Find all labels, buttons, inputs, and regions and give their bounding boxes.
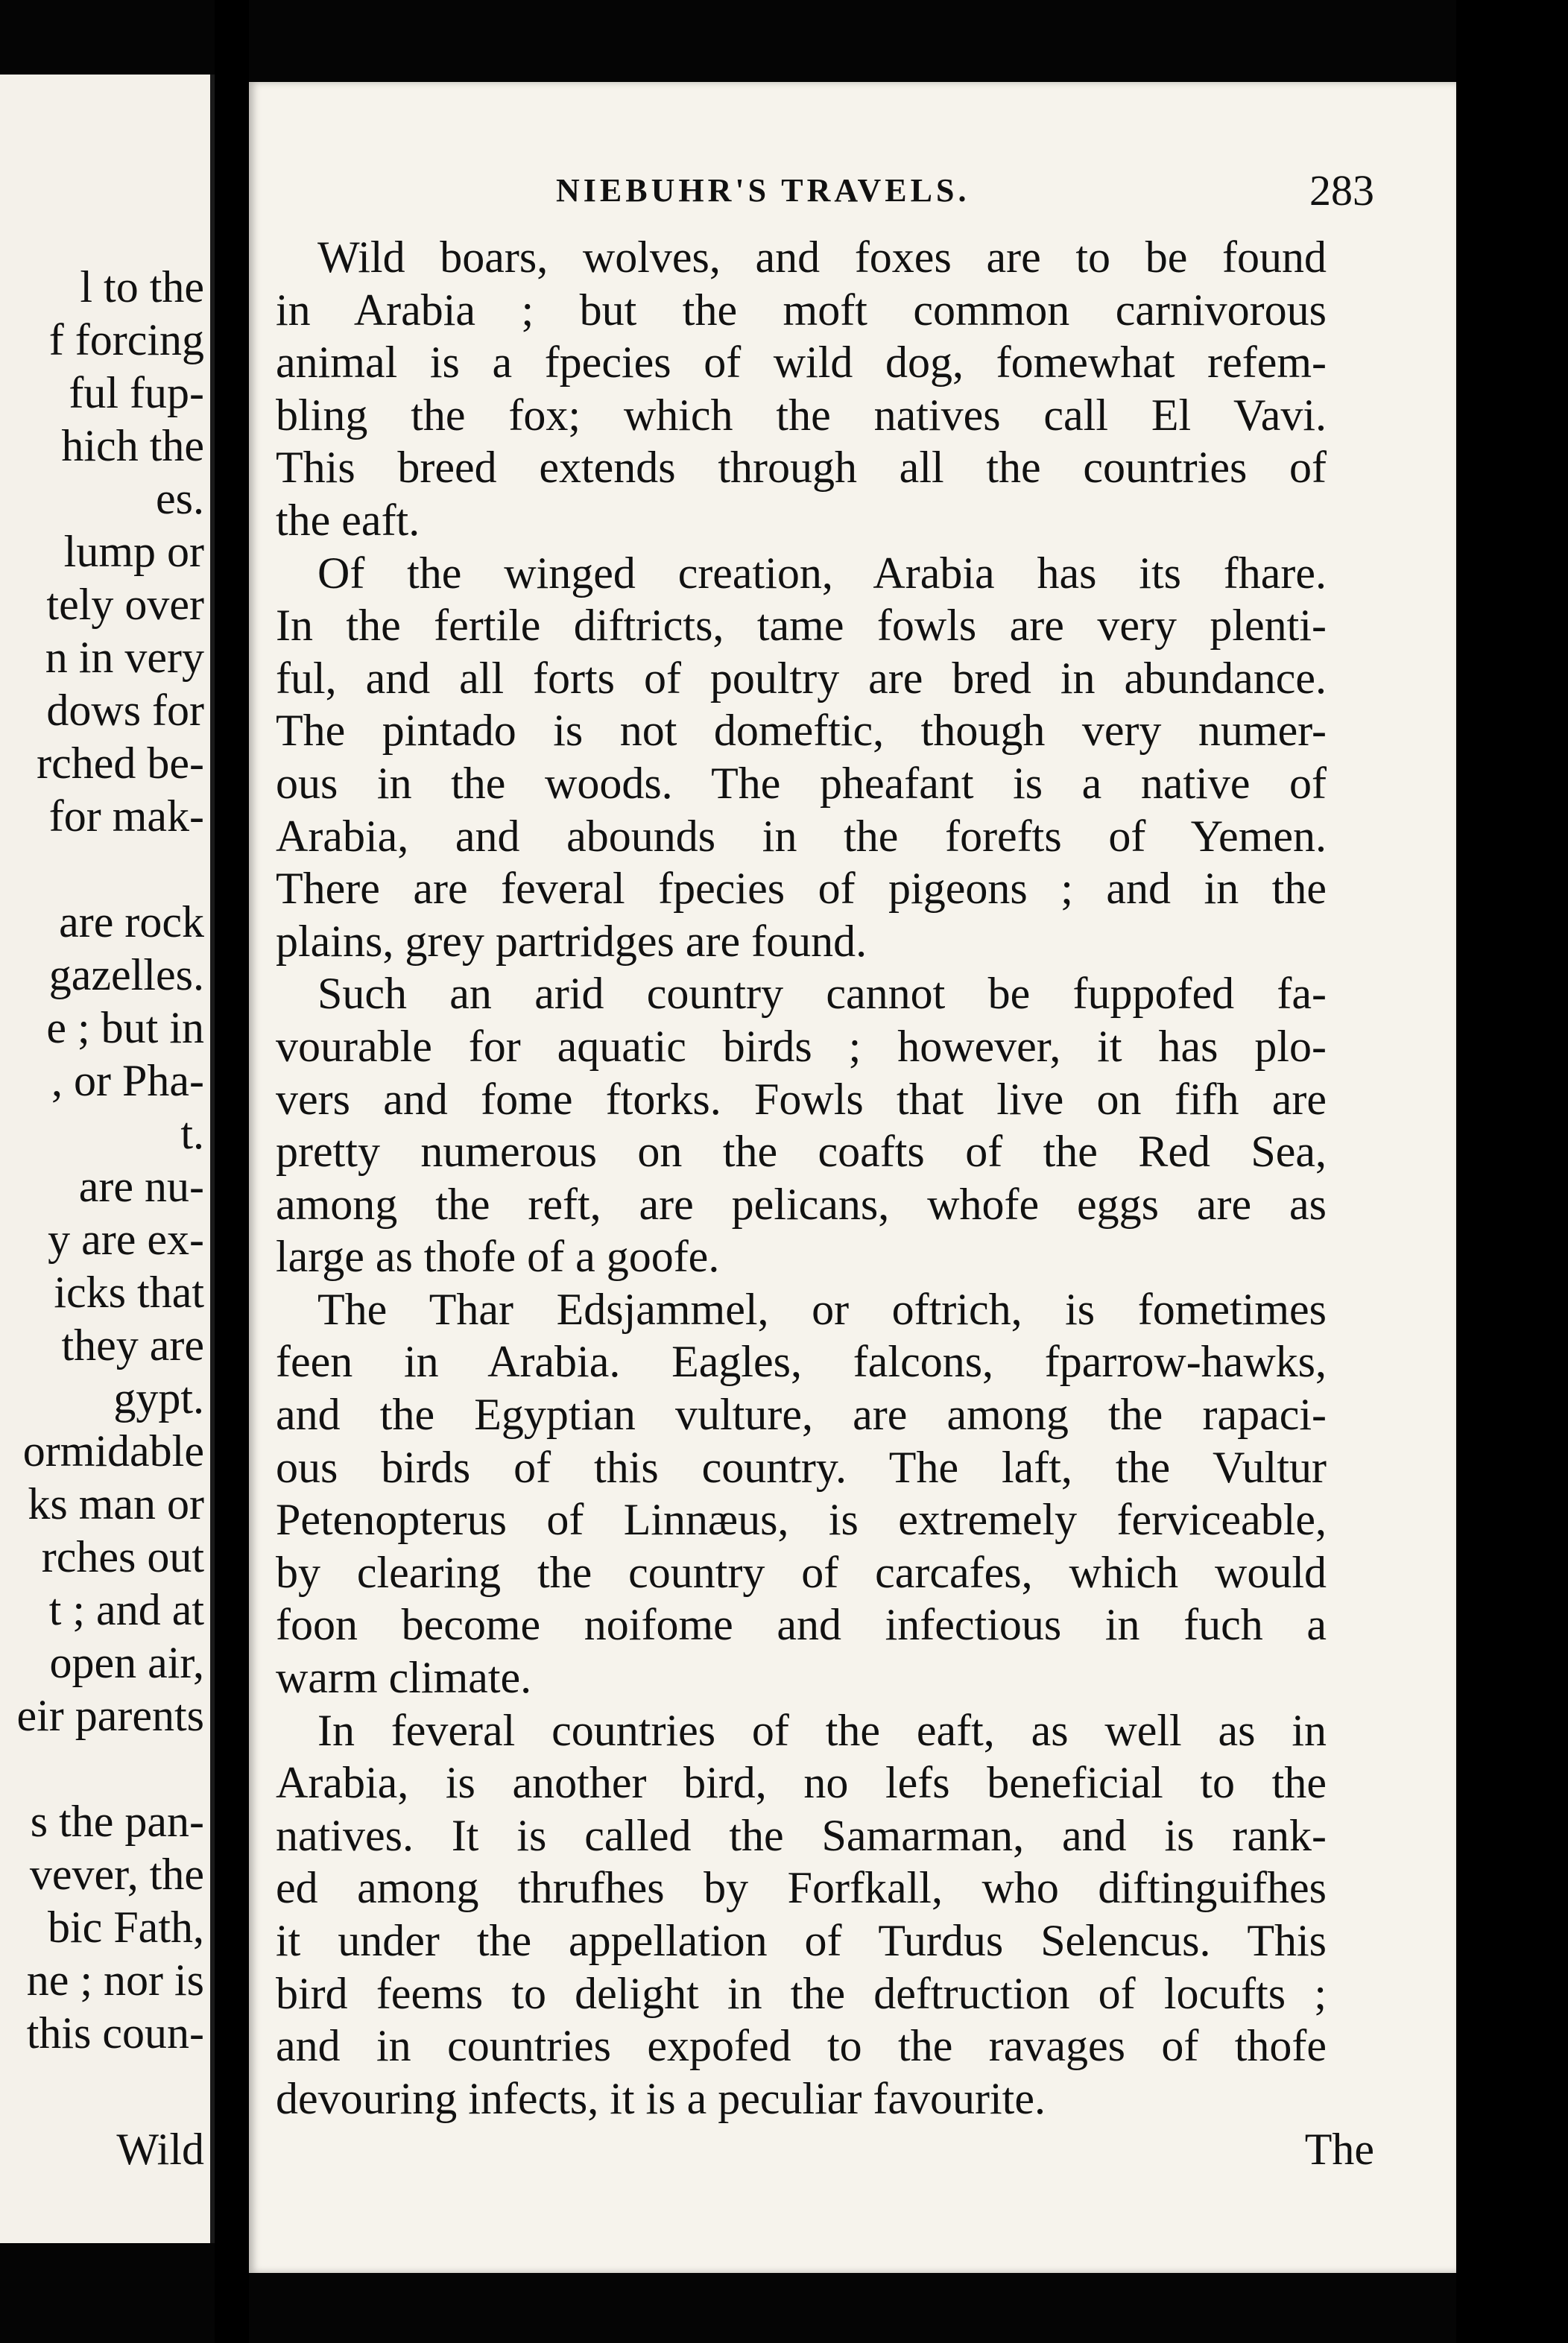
previous-page-line: ful fup-	[69, 368, 204, 417]
text-line: plains, grey partridges are found.	[276, 916, 867, 966]
previous-page-line: f forcing	[48, 315, 204, 364]
previous-page-catchword: Wild	[116, 2125, 204, 2174]
previous-page-line: they are	[61, 1321, 204, 1370]
text-line: large as thofe of a goofe.	[276, 1232, 720, 1282]
text-line: bling the fox; which the natives call El Vavi.	[276, 390, 1327, 440]
previous-page-line	[0, 843, 210, 896]
text-line: feen in Arabia. Eagles, falcons, fparrow-hawks,	[276, 1337, 1327, 1387]
text-line: vourable for aquatic birds ; however, it has plo-	[276, 1021, 1327, 1071]
page	[249, 82, 1456, 2273]
text-line: ous birds of this country. The laft, the Vultur	[276, 1442, 1327, 1492]
text-line: ous in the woods. The pheafant is a native of	[276, 758, 1327, 808]
previous-page-line: , or Pha-	[51, 1056, 204, 1105]
text-line: foon become noifome and infectious in fuch a	[276, 1600, 1327, 1650]
previous-page-line: bic Fath,	[48, 1903, 204, 1952]
previous-page-line: y are ex-	[48, 1215, 204, 1264]
previous-page-line: s the pan-	[30, 1797, 204, 1846]
text-line: Petenopterus of Linnæus, is extremely ferviceable,	[276, 1495, 1327, 1545]
previous-page-fragment	[0, 75, 215, 2243]
running-head	[249, 166, 1456, 224]
previous-page-line: for mak-	[48, 791, 204, 841]
text-line: ed among thrufhes by Forfkall, who diftinguifhes	[276, 1863, 1327, 1913]
text-line: Arabia, is another bird, no lefs beneficial to the	[276, 1758, 1327, 1808]
book-gutter	[215, 0, 249, 2343]
text-line: The Thar Edsjammel, or oftrich, is fometimes	[317, 1284, 1327, 1334]
previous-page-line: gypt.	[113, 1373, 204, 1423]
text-line: the eaft.	[276, 495, 420, 545]
previous-page-line: lump or	[63, 527, 204, 576]
text-line: natives. It is called the Samarman, and is rank-	[276, 1810, 1327, 1860]
previous-page-line: gazelles.	[48, 950, 204, 999]
previous-page-line: this coun-	[26, 2008, 204, 2058]
text-line: Wild boars, wolves, and foxes are to be found	[317, 233, 1327, 282]
text-line: warm climate.	[276, 1653, 532, 1703]
body-text	[276, 231, 1327, 2125]
text-line: among the reft, are pelicans, whofe eggs are as	[276, 1179, 1327, 1229]
catchword: The	[1304, 2125, 1374, 2174]
text-line: bird feems to delight in the deftruction of locufts ;	[276, 1968, 1327, 2018]
previous-page-line: are rock	[59, 897, 204, 946]
text-line: and the Egyptian vulture, are among the rapaci-	[276, 1390, 1327, 1440]
previous-page-line: vever, the	[29, 1850, 204, 1899]
text-line: vers and fome ftorks. Fowls that live on fifh are	[276, 1074, 1327, 1124]
previous-page-line: ne ; nor is	[26, 1955, 204, 2005]
text-line: Arabia, and abounds in the forefts of Yemen.	[276, 811, 1327, 861]
previous-page-line: l to the	[80, 262, 204, 312]
text-line: devouring infects, it is a peculiar favourite.	[276, 2073, 1046, 2123]
running-title: NIEBUHR'S TRAVELS.	[556, 172, 970, 209]
previous-page-line: ks man or	[28, 1479, 204, 1528]
text-line: and in countries expofed to the ravages of thofe	[276, 2021, 1327, 2071]
text-line: In the fertile diftricts, tame fowls are very plenti-	[276, 601, 1327, 651]
text-line: in Arabia ; but the moft common carnivorous	[276, 285, 1327, 335]
text-line: Such an arid country cannot be fuppofed fa-	[317, 969, 1327, 1019]
previous-page-line: rches out	[41, 1532, 204, 1581]
text-line: animal is a fpecies of wild dog, fomewhat refem-	[276, 338, 1327, 388]
previous-page-line: tely over	[46, 580, 204, 629]
previous-page-line: icks that	[54, 1268, 204, 1317]
text-line: Of the winged creation, Arabia has its fhare.	[317, 548, 1327, 598]
previous-page-line	[0, 1742, 210, 1795]
previous-page-text	[0, 261, 210, 2060]
text-line: ful, and all forts of poultry are bred in abundance.	[276, 653, 1327, 703]
text-line: This breed extends through all the countries of	[276, 443, 1327, 493]
previous-page-line: rched be-	[37, 739, 204, 788]
previous-page-line: t ; and at	[48, 1585, 204, 1634]
page-number: 283	[1309, 166, 1374, 215]
previous-page-line: e ; but in	[46, 1003, 204, 1052]
previous-page-line: n in very	[45, 633, 204, 682]
text-line: There are feveral fpecies of pigeons ; and in the	[276, 864, 1327, 914]
text-line: In feveral countries of the eaft, as well as in	[317, 1705, 1327, 1755]
previous-page-line: eir parents	[16, 1691, 204, 1740]
text-line: The pintado is not domeftic, though very numer-	[276, 706, 1327, 756]
previous-page-line: hich the	[61, 421, 204, 470]
previous-page-line: es.	[156, 474, 204, 523]
scan-border	[1456, 0, 1568, 2343]
previous-page-line: ormidable	[22, 1426, 204, 1476]
text-line: it under the appellation of Turdus Selencus. This	[276, 1916, 1327, 1965]
previous-page-line: dows for	[46, 686, 204, 735]
text-line: pretty numerous on the coafts of the Red Sea,	[276, 1127, 1327, 1177]
previous-page-line: are nu-	[78, 1162, 204, 1211]
previous-page-line: open air,	[49, 1638, 204, 1687]
previous-page-line: t.	[180, 1109, 204, 1158]
text-line: by clearing the country of carcafes, which would	[276, 1547, 1327, 1597]
